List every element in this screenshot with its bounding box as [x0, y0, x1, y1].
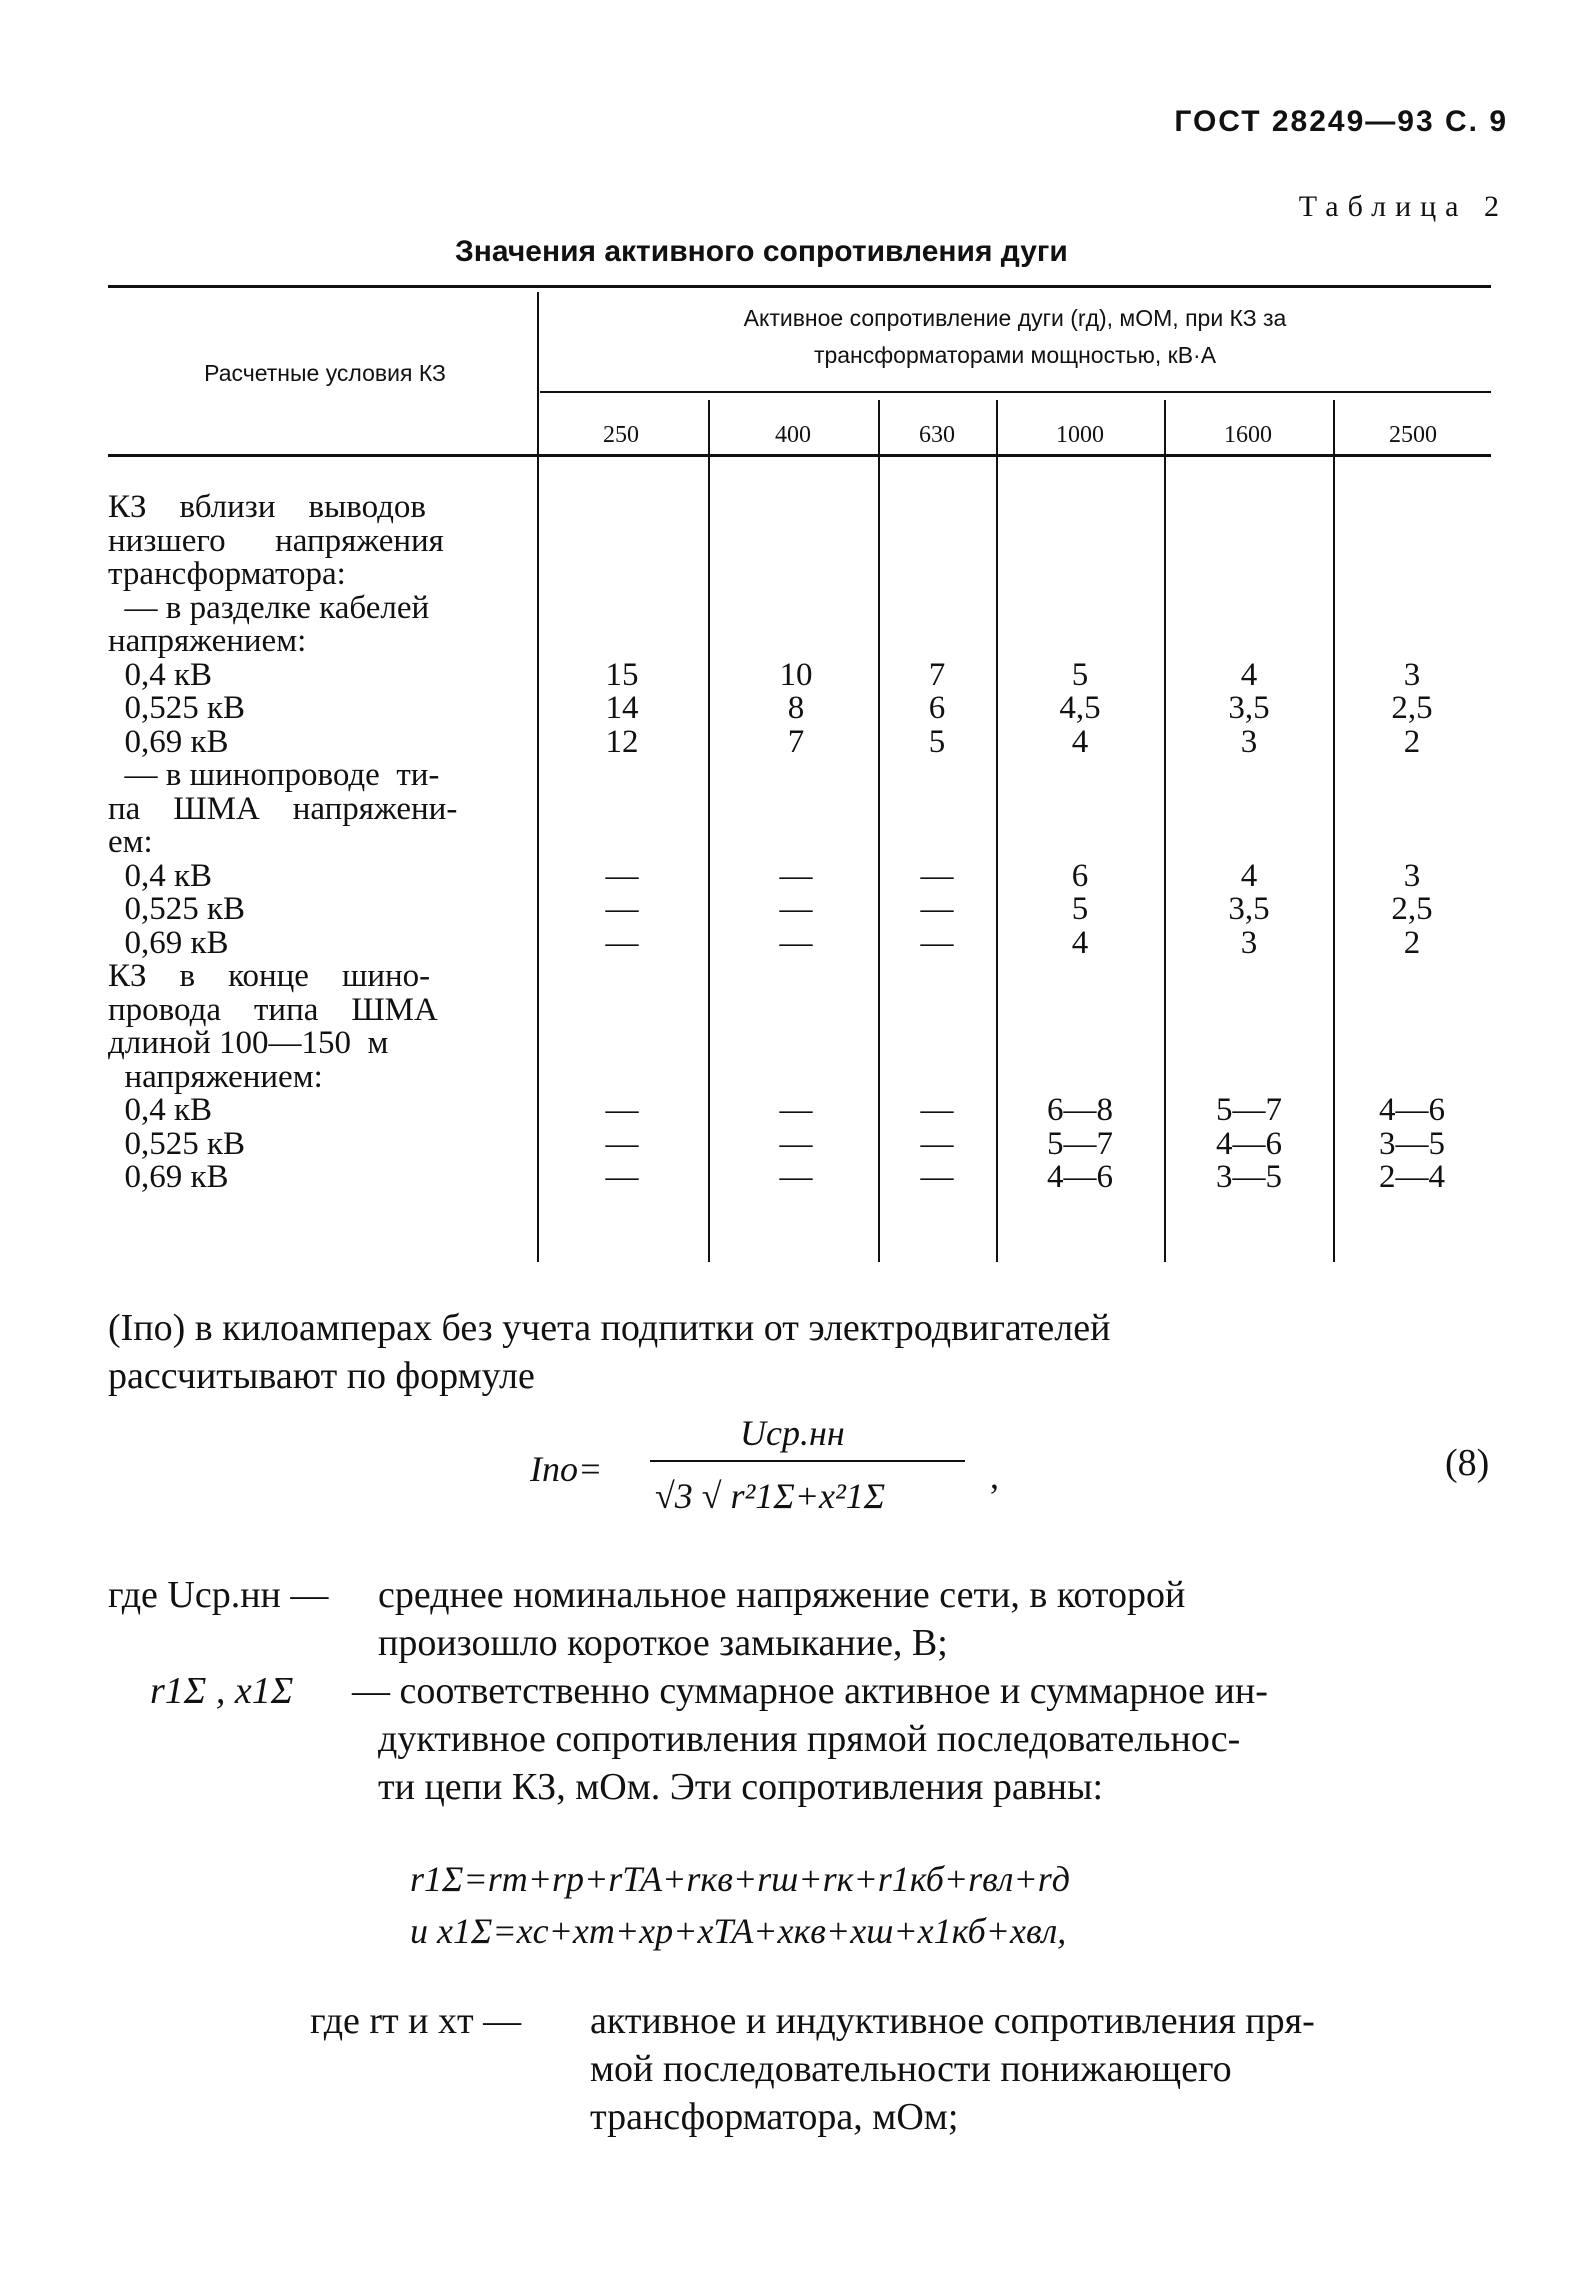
table-label: Таблица 2	[1298, 190, 1508, 223]
col-divider	[708, 400, 710, 1262]
table-cell: —	[605, 1092, 639, 1128]
table-cell: —	[779, 1092, 813, 1128]
table-cell: 2	[1403, 723, 1421, 760]
table-cell: 12	[605, 723, 639, 760]
formula-8-denominator: √3 √ r²1Σ+x²1Σ	[655, 1476, 886, 1516]
table-cell: 2—4	[1379, 1159, 1445, 1195]
column-header: 400	[775, 422, 811, 448]
table-cell: 10	[779, 656, 813, 693]
row-label: 0,69 кВ	[108, 1159, 229, 1195]
row-label: 0,525 кВ	[108, 1125, 246, 1162]
table-cell: 14	[605, 690, 639, 726]
table-cell: 3,5	[1228, 690, 1270, 726]
table-cell: 5	[1071, 656, 1089, 693]
definition-term: r1Σ , x1Σ	[150, 1670, 294, 1712]
table-cell: 2,5	[1391, 690, 1433, 726]
row-label: 0,69 кВ	[108, 924, 229, 961]
column-header: 630	[919, 422, 955, 448]
table-top-rule	[108, 285, 1491, 288]
table-cell: —	[779, 1159, 813, 1195]
table-cell: —	[605, 891, 639, 927]
row-label: провода типа ШМА	[108, 991, 438, 1028]
table-cell: —	[779, 1125, 813, 1162]
definition-text: ти цепи КЗ, мОм. Эти сопротивления равны:	[378, 1766, 1104, 1808]
row-label: 0,4 кВ	[108, 1092, 213, 1128]
table-cell: 4—6	[1379, 1092, 1445, 1128]
row-label: напряжением:	[108, 1058, 323, 1095]
definition-text: дуктивное сопротивления прямой последовательнос-	[378, 1718, 1241, 1760]
table-cell: 15	[605, 656, 639, 693]
row-label: — в шинопроводе ти-	[108, 757, 440, 793]
table-cell: 3	[1403, 857, 1421, 894]
row-label: — в разделке кабелей	[108, 589, 430, 626]
table-cell: 4	[1240, 857, 1258, 894]
table-cell: —	[605, 1125, 639, 1162]
definition-term: где Uср.нн —	[108, 1574, 329, 1616]
table-cell: 4,5	[1059, 690, 1101, 726]
table-cell: 4	[1071, 924, 1089, 961]
row-label: напряжением:	[108, 623, 307, 659]
row-label: трансформатора:	[108, 556, 346, 592]
table-cell: 5	[928, 723, 946, 760]
table-cell: —	[920, 924, 954, 961]
row-label: низшего напряжения	[108, 522, 444, 559]
definition-text: активное и индуктивное сопротивления пря-	[590, 2000, 1315, 2042]
definition-text: мой последовательности понижающего	[590, 2048, 1232, 2090]
table-cell: 7	[928, 656, 946, 693]
table-cell: —	[779, 891, 813, 927]
table-cell: 6	[1071, 857, 1089, 894]
row-label: 0,69 кВ	[108, 723, 229, 760]
row-label: КЗ вблизи выводов	[108, 489, 427, 525]
col-divider	[1164, 400, 1166, 1262]
definition-text: трансформатора, мОм;	[590, 2096, 959, 2138]
col-divider	[1333, 400, 1335, 1262]
row-label: 0,4 кВ	[108, 857, 213, 894]
table-cell: 7	[787, 723, 805, 760]
column-header: 250	[603, 422, 639, 448]
table-cell: —	[605, 1159, 639, 1195]
table-cell: —	[920, 891, 954, 927]
table-cell: —	[920, 1125, 954, 1162]
table-cell: 6	[928, 690, 946, 726]
table-cell: 4	[1240, 656, 1258, 693]
table-cell: 4—6	[1047, 1159, 1113, 1195]
formula-8-numerator: Uср.нн	[740, 1413, 845, 1453]
table-cell: —	[605, 857, 639, 894]
header-bottom-rule	[108, 454, 1491, 457]
table-cell: —	[920, 1159, 954, 1195]
table-cell: 5	[1071, 891, 1089, 927]
row-label: ем:	[108, 824, 153, 860]
table-cell: 8	[787, 690, 805, 726]
row-label: 0,4 кВ	[108, 656, 213, 693]
table-cell: —	[920, 1092, 954, 1128]
table-cell: 5—7	[1047, 1125, 1113, 1162]
stub-header: Расчетные условия КЗ	[204, 360, 446, 386]
column-header: 1600	[1224, 422, 1272, 448]
table-cell: 6—8	[1047, 1092, 1113, 1128]
table-cell: 4—6	[1216, 1125, 1282, 1162]
table-cell: 2,5	[1391, 891, 1433, 927]
fraction-bar	[650, 1460, 965, 1462]
table-cell: —	[779, 924, 813, 961]
table-cell: —	[920, 857, 954, 894]
paragraph-line: рассчитывают по формуле	[108, 1355, 535, 1397]
table-cell: —	[779, 857, 813, 894]
definition-text: произошло короткое замыкание, В;	[378, 1622, 948, 1664]
table-cell: 4	[1071, 723, 1089, 760]
column-header: 2500	[1389, 422, 1437, 448]
group-header: трансформаторами мощностью, кВ·А	[813, 342, 1217, 368]
row-label: 0,525 кВ	[108, 891, 246, 927]
table-cell: 3,5	[1228, 891, 1270, 927]
table-cell: 3	[1240, 723, 1258, 760]
equation-r-sum: r1Σ=rт+rр+rТА+rкв+rш+rк+r1кб+rвл+rд	[410, 1859, 1070, 1899]
equation-number: (8)	[1445, 1442, 1490, 1484]
table-cell: 3	[1240, 924, 1258, 961]
header-mid-rule	[540, 391, 1491, 393]
formula-8-lhs: Iпо=	[530, 1449, 603, 1489]
paragraph-line: (Iпо) в килоамперах без учета подпитки от электродвигателей	[108, 1307, 1111, 1349]
group-header: Активное сопротивление дуги (rд), мОМ, при КЗ за	[743, 305, 1287, 331]
table-cell: 3—5	[1379, 1125, 1445, 1162]
page-header: ГОСТ 28249—93 С. 9	[1174, 105, 1508, 138]
formula-8-comma: ,	[990, 1456, 999, 1496]
definition-text: — соответственно суммарное активное и суммарное ин-	[352, 1670, 1268, 1712]
table-cell: 2	[1403, 924, 1421, 961]
table-cell: —	[605, 924, 639, 961]
table-cell: 5—7	[1216, 1092, 1282, 1128]
row-label: КЗ в конце шино-	[108, 958, 431, 994]
definition-text: среднее номинальное напряжение сети, в которой	[378, 1574, 1186, 1616]
equation-x-sum: и x1Σ=xс+xт+xр+xТА+xкв+xш+x1кб+xвл,	[410, 1911, 1067, 1951]
row-label: длиной 100—150 м	[108, 1025, 389, 1061]
stub-divider	[537, 292, 539, 1262]
table-cell: 3	[1403, 656, 1421, 693]
definition-term: где rт и xт —	[310, 2000, 522, 2042]
row-label: 0,525 кВ	[108, 690, 246, 726]
table-cell: 3—5	[1216, 1159, 1282, 1195]
column-header: 1000	[1056, 422, 1104, 448]
row-label: па ШМА напряжени-	[108, 790, 458, 827]
table-title: Значения активного сопротивления дуги	[455, 235, 1068, 268]
